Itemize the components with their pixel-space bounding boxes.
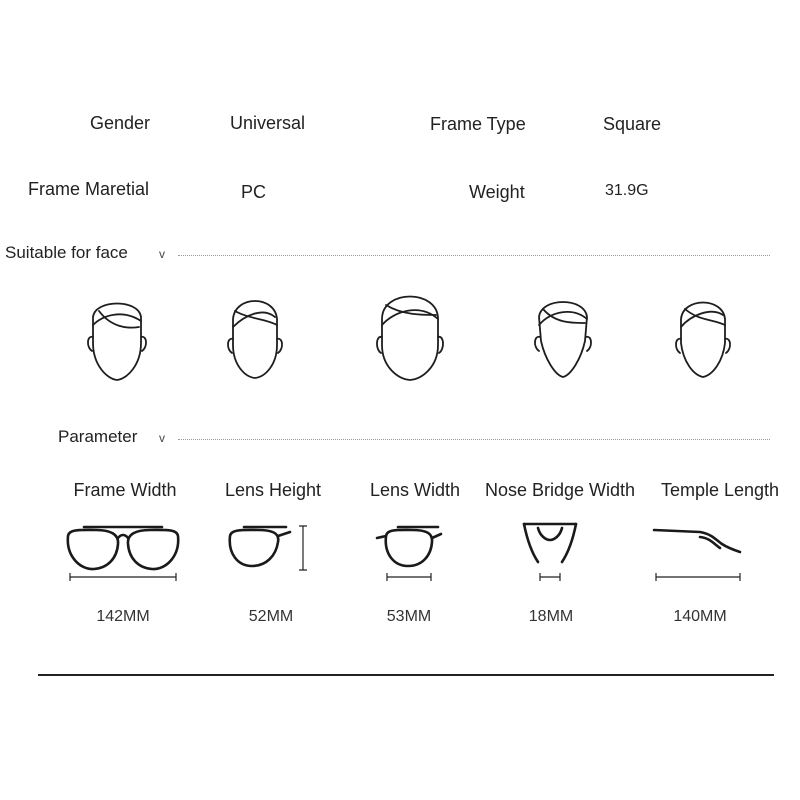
param-value-lens-height: 52MM — [248, 608, 294, 625]
dotted-divider — [178, 439, 770, 440]
frame-type-value: Square — [603, 114, 662, 134]
frame-width-glasses-icon — [68, 527, 178, 581]
temple-arm-icon — [654, 530, 740, 581]
frame-type-label: Frame Type — [430, 114, 526, 134]
param-value-nose-bridge: 18MM — [528, 608, 574, 625]
chevron-down-icon: v — [159, 247, 165, 261]
param-label-frame-width: Frame Width — [73, 480, 177, 500]
param-value-lens-width: 53MM — [386, 608, 432, 625]
chevron-down-icon: v — [159, 431, 165, 445]
face-icon — [676, 303, 730, 378]
lens-width-icon — [377, 527, 441, 581]
lens-height-icon — [230, 526, 307, 570]
material-value: PC — [241, 182, 267, 202]
param-label-temple-length: Temple Length — [660, 480, 780, 500]
param-label-lens-width: Lens Width — [369, 480, 461, 500]
param-label-lens-height: Lens Height — [224, 480, 322, 500]
parameter-illustrations — [0, 510, 800, 590]
gender-value: Universal — [230, 113, 306, 133]
parameter-title: Parameter — [58, 427, 138, 446]
face-icon — [535, 302, 591, 377]
suitable-face-title: Suitable for face — [5, 243, 128, 262]
bottom-divider — [38, 674, 774, 676]
param-value-frame-width: 142MM — [96, 608, 150, 625]
param-value-temple-length: 140MM — [673, 608, 727, 625]
material-label: Frame Maretial — [28, 179, 150, 199]
dotted-divider — [178, 255, 770, 256]
face-icons-row — [0, 292, 800, 392]
param-label-nose-bridge: Nose Bridge Width — [484, 480, 636, 500]
face-icons — [0, 292, 800, 392]
face-icon — [377, 297, 443, 381]
face-icon — [228, 301, 282, 378]
face-icon — [88, 304, 146, 381]
nose-bridge-icon — [524, 524, 576, 581]
gender-label: Gender — [90, 113, 151, 133]
weight-label: Weight — [469, 182, 525, 202]
weight-value: 31.9G — [605, 182, 649, 199]
